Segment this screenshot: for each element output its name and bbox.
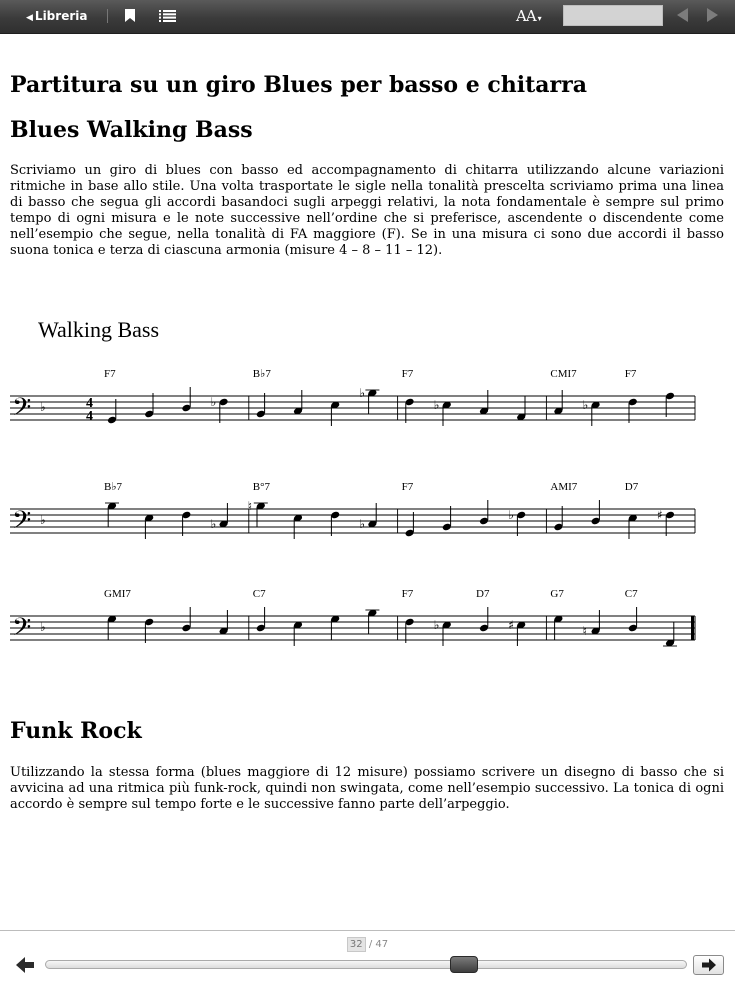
library-label: Libreria xyxy=(34,9,88,23)
chord-symbol: B♭7 xyxy=(104,481,123,493)
chord-symbol: C7 xyxy=(252,588,266,600)
chord-symbol: GMI7 xyxy=(104,588,131,600)
chord-symbol: F7 xyxy=(624,368,637,380)
font-size-button[interactable] xyxy=(516,7,542,28)
page-separator: / xyxy=(368,939,373,950)
current-page-number[interactable]: 32 xyxy=(347,937,366,952)
intro-paragraph: Scriviamo un giro di blues con basso ed accompagnamento di chitarra utilizzando alcune variazioni ritmiche in base allo stile. Una volta trasportate le sigle nella tonalità prescelta scriviamo prima una linea di basso che segua gli accordi basandoci sugli arpeggi relativi, la nota fondamentale è sempre sul primo tempo di ogni misura e le note successive nell’ordine che si preferisce, ascendente o discendente come nell’esempio che segue, nella tonalità di FA maggiore (F). Se in una misura ci sono due accordi il basso suona tonica e terza di ciascuna armonia (misure 4 – 8 – 11 – 12). xyxy=(10,163,724,258)
chord-symbol: G7 xyxy=(550,588,564,600)
chord-symbol: C7 xyxy=(624,588,638,600)
page-title: Partitura su un giro Blues per basso e chitarra xyxy=(10,72,587,98)
section-heading-walking-bass: Blues Walking Bass xyxy=(10,117,253,143)
accidental-icon: ♭ xyxy=(359,517,366,531)
accidental-icon: ♮ xyxy=(582,624,587,638)
chord-symbol: CMI7 xyxy=(550,368,577,380)
toolbar-divider xyxy=(107,9,108,23)
page-indicator xyxy=(0,937,735,952)
prev-page-icon[interactable] xyxy=(677,8,688,22)
font-size-label: AA xyxy=(516,7,536,25)
funk-paragraph: Utilizzando la stessa forma (blues maggiore di 12 misure) possiamo scrivere un disegno di basso che si avvicina ad una ritmica più funk-rock, quindi non swingata, come nell’esempio successivo. La tonica di ogni accordo è sempre sul tempo forte e le successive fanno parte dell’arpeggio. xyxy=(10,765,724,812)
time-signature-bottom: 4 xyxy=(86,409,93,424)
chord-symbol: B°7 xyxy=(252,481,271,493)
forward-arrow-icon xyxy=(701,958,717,972)
bookmark-icon[interactable] xyxy=(125,9,135,22)
chord-symbol: D7 xyxy=(476,588,490,600)
key-signature-flat-icon: ♭ xyxy=(40,513,46,527)
search-input[interactable] xyxy=(563,5,663,26)
section-heading-funk-rock: Funk Rock xyxy=(10,718,142,744)
key-signature-flat-icon: ♭ xyxy=(40,400,46,414)
accidental-icon: ♭ xyxy=(210,517,217,531)
bass-clef-icon: 𝄢 xyxy=(12,506,32,541)
chord-symbol: F7 xyxy=(401,588,414,600)
forward-button[interactable] xyxy=(693,955,724,975)
bottom-navigation-bar xyxy=(0,930,735,982)
accidental-icon: ♭ xyxy=(210,395,217,409)
reader-toolbar xyxy=(0,0,735,34)
accidental-icon: ♮ xyxy=(247,499,253,513)
chord-symbol: B♭7 xyxy=(252,368,271,380)
accidental-icon: ♯ xyxy=(657,508,663,522)
page-slider-thumb[interactable] xyxy=(450,956,478,973)
chord-symbol: F7 xyxy=(401,368,414,380)
key-signature-flat-icon: ♭ xyxy=(40,620,46,634)
back-arrow-icon[interactable] xyxy=(15,956,35,974)
total-pages: 47 xyxy=(375,939,389,950)
final-bar-line xyxy=(691,616,694,640)
time-signature-top: 4 xyxy=(86,396,93,411)
page-slider-track[interactable] xyxy=(45,960,687,969)
accidental-icon: ♭ xyxy=(582,398,589,412)
chord-symbol: F7 xyxy=(104,368,116,380)
back-triangle-icon: ◀ xyxy=(26,13,33,23)
caret-down-icon: ▾ xyxy=(537,14,542,23)
chord-symbol: D7 xyxy=(624,481,639,493)
accidental-icon: ♭ xyxy=(433,618,440,632)
sheet-music-score xyxy=(10,300,724,670)
accidental-icon: ♭ xyxy=(508,508,514,522)
bass-clef-icon: 𝄢 xyxy=(12,613,32,648)
library-button[interactable] xyxy=(26,7,87,25)
chord-symbol: F7 xyxy=(401,481,414,493)
bass-clef-icon: 𝄢 xyxy=(12,393,32,428)
accidental-icon: ♯ xyxy=(508,618,515,632)
table-of-contents-icon[interactable] xyxy=(159,10,176,22)
chord-symbol: AMI7 xyxy=(550,481,578,493)
accidental-icon: ♭ xyxy=(359,386,366,400)
accidental-icon: ♭ xyxy=(433,398,440,412)
score-title: Walking Bass xyxy=(38,317,160,342)
next-page-icon[interactable] xyxy=(707,8,718,22)
